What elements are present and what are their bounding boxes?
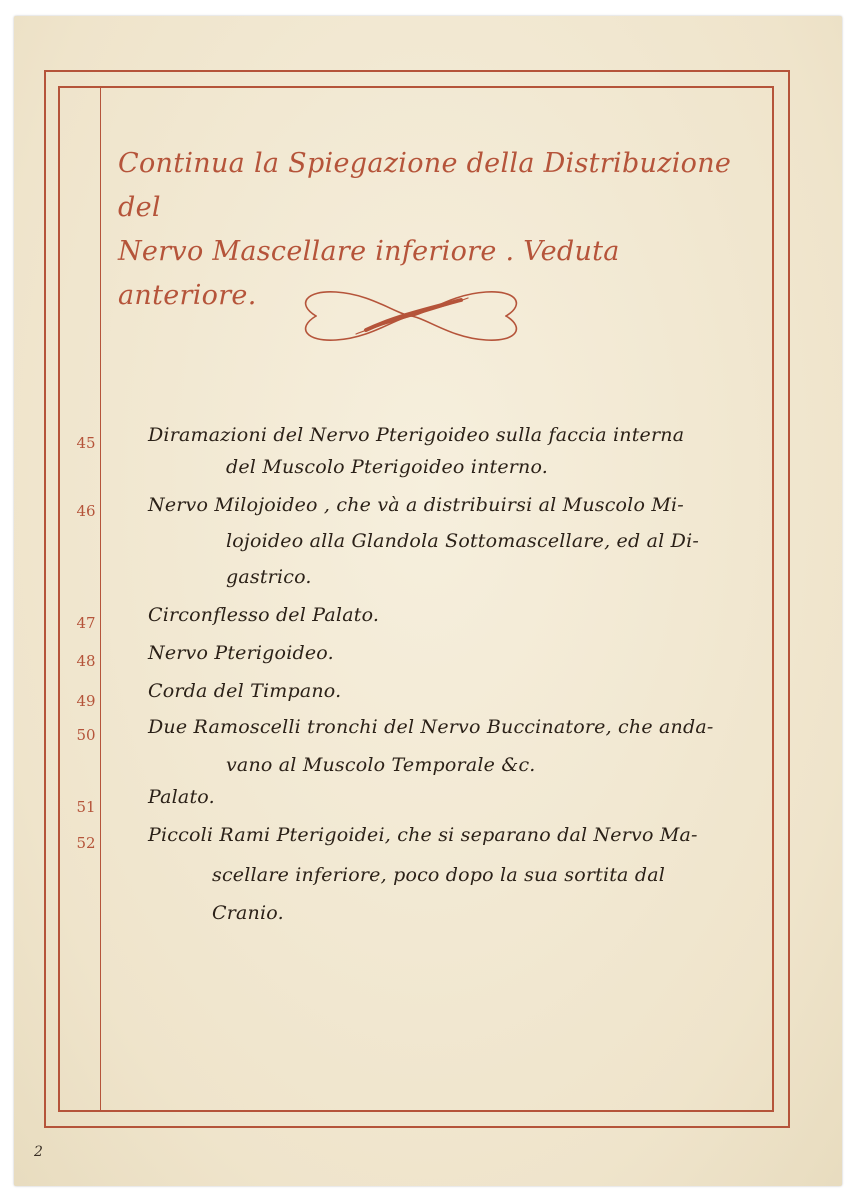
title-line-2: Nervo Mascellare inferiore . Veduta anteriore. xyxy=(118,236,620,311)
entry-number: 45 xyxy=(76,434,96,452)
entry-line: Palato. xyxy=(148,786,215,808)
entry-number: 49 xyxy=(76,692,96,710)
entry-number: 50 xyxy=(76,726,96,744)
entry-line: vano al Muscolo Temporale &c. xyxy=(226,754,536,776)
entry-line: Cranio. xyxy=(212,902,284,924)
entry-line: Nervo Pterigoideo. xyxy=(148,642,334,664)
entry-line: gastrico. xyxy=(226,566,312,588)
entry-line: lojoideo alla Glandola Sottomascellare, ed al Di- xyxy=(226,530,699,552)
entry-line: scellare inferiore, poco dopo la sua sortita dal xyxy=(212,864,665,886)
entry-line: del Muscolo Pterigoideo interno. xyxy=(226,456,549,478)
entry-line: Circonflesso del Palato. xyxy=(148,604,380,626)
entry-number: 48 xyxy=(76,652,96,670)
entry-number: 47 xyxy=(76,614,96,632)
entry-line: Nervo Milojoideo , che và a distribuirsi al Muscolo Mi- xyxy=(148,494,684,516)
entry-line: Corda del Timpano. xyxy=(148,680,342,702)
entry-number: 51 xyxy=(76,798,96,816)
entry-line: Piccoli Rami Pterigoidei, che si separano dal Nervo Ma- xyxy=(148,824,698,846)
page-number: 2 xyxy=(34,1144,43,1160)
entry-line: Diramazioni del Nervo Pterigoideo sulla faccia interna xyxy=(148,424,685,446)
title-line-1: Continua la Spiegazione della Distribuzione del xyxy=(118,148,732,223)
entry-number: 46 xyxy=(76,502,96,520)
entry-number: 52 xyxy=(76,834,96,852)
entry-line: Due Ramoscelli tronchi del Nervo Buccinatore, che anda- xyxy=(148,716,714,738)
